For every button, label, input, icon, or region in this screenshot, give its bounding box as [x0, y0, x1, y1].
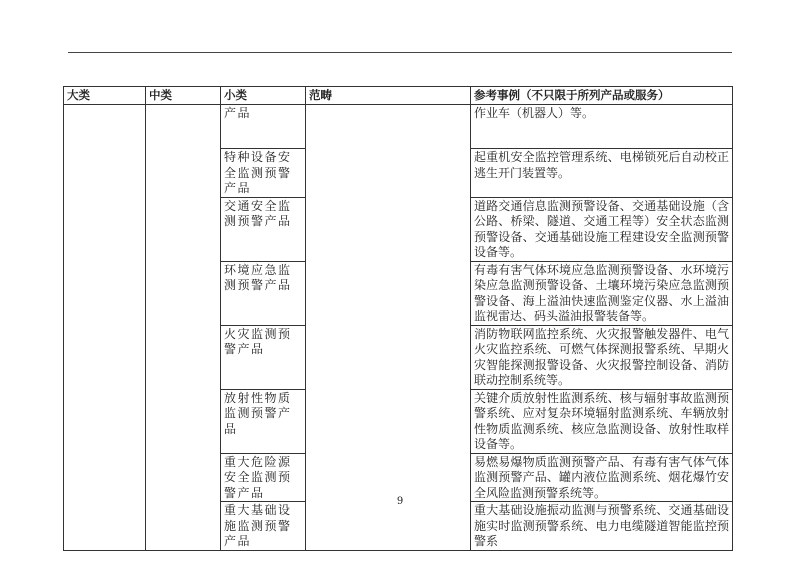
page-number: 9 [396, 496, 404, 507]
header-examples: 参考事例（不只限于所列产品或服务） [471, 87, 733, 105]
header-rule [68, 52, 732, 53]
sub-category-cell: 交通安全监测预警产品 [221, 197, 306, 261]
category-table [63, 86, 733, 551]
example-cell: 有毒有害气体环境应急监测预警设备、水环境污染应急监测预警设备、土壤环境污染应急监测预警设备、海上溢油快速监测鉴定仪器、水上溢油监视雷达、码头溢油报警装备等。 [471, 261, 733, 325]
sub-category-cell: 火灾监测预警产品 [221, 325, 306, 389]
example-cell: 易燃易爆物质监测预警产品、有毒有害气体气体监测预警产品、罐内液位监测系统、烟花爆竹安全风险监测预警系统等。 [471, 453, 733, 502]
header-sub-category: 小类 [221, 87, 306, 105]
header-scope: 范畴 [306, 87, 471, 105]
scope-cell [306, 105, 471, 551]
table-header-row [64, 87, 733, 105]
middle-category-cell [146, 105, 221, 551]
example-cell: 作业车（机器人）等。 [471, 105, 733, 149]
sub-category-cell: 环境应急监测预警产品 [221, 261, 306, 325]
sub-category-cell: 特种设备安全监测预警产品 [221, 149, 306, 198]
example-cell: 道路交通信息监测预警设备、交通基础设施（含公路、桥梁、隧道、交通工程等）安全状态监测预警设备、交通基础设施工程建设安全监测预警设备等。 [471, 197, 733, 261]
example-cell: 消防物联网监控系统、火灾报警触发器件、电气火灾监控系统、可燃气体探测报警系统、早期火灾智能探测报警设备、火灾报警控制设备、消防联动控制系统等。 [471, 325, 733, 389]
sub-category-cell: 重大基础设施监测预警产品 [221, 502, 306, 551]
header-middle-category: 中类 [146, 87, 221, 105]
major-category-cell [64, 105, 146, 551]
sub-category-cell: 产品 [221, 105, 306, 149]
example-cell: 关键介质放射性监测系统、核与辐射事故监测预警系统、应对复杂环境辐射监测系统、车辆放射性物质监测系统、核应急监测设备、放射性取样设备等。 [471, 389, 733, 453]
header-major-category: 大类 [64, 87, 146, 105]
sub-category-cell: 放射性物质监测预警产品 [221, 389, 306, 453]
table-row [64, 105, 733, 149]
example-cell: 起重机安全监控管理系统、电梯锁死后自动校正逃生开门装置等。 [471, 149, 733, 198]
example-cell: 重大基础设施振动监测与预警系统、交通基础设施实时监测预警系统、电力电缆隧道智能监控预警系 [471, 502, 733, 551]
sub-category-cell: 重大危险源安全监测预警产品 [221, 453, 306, 502]
